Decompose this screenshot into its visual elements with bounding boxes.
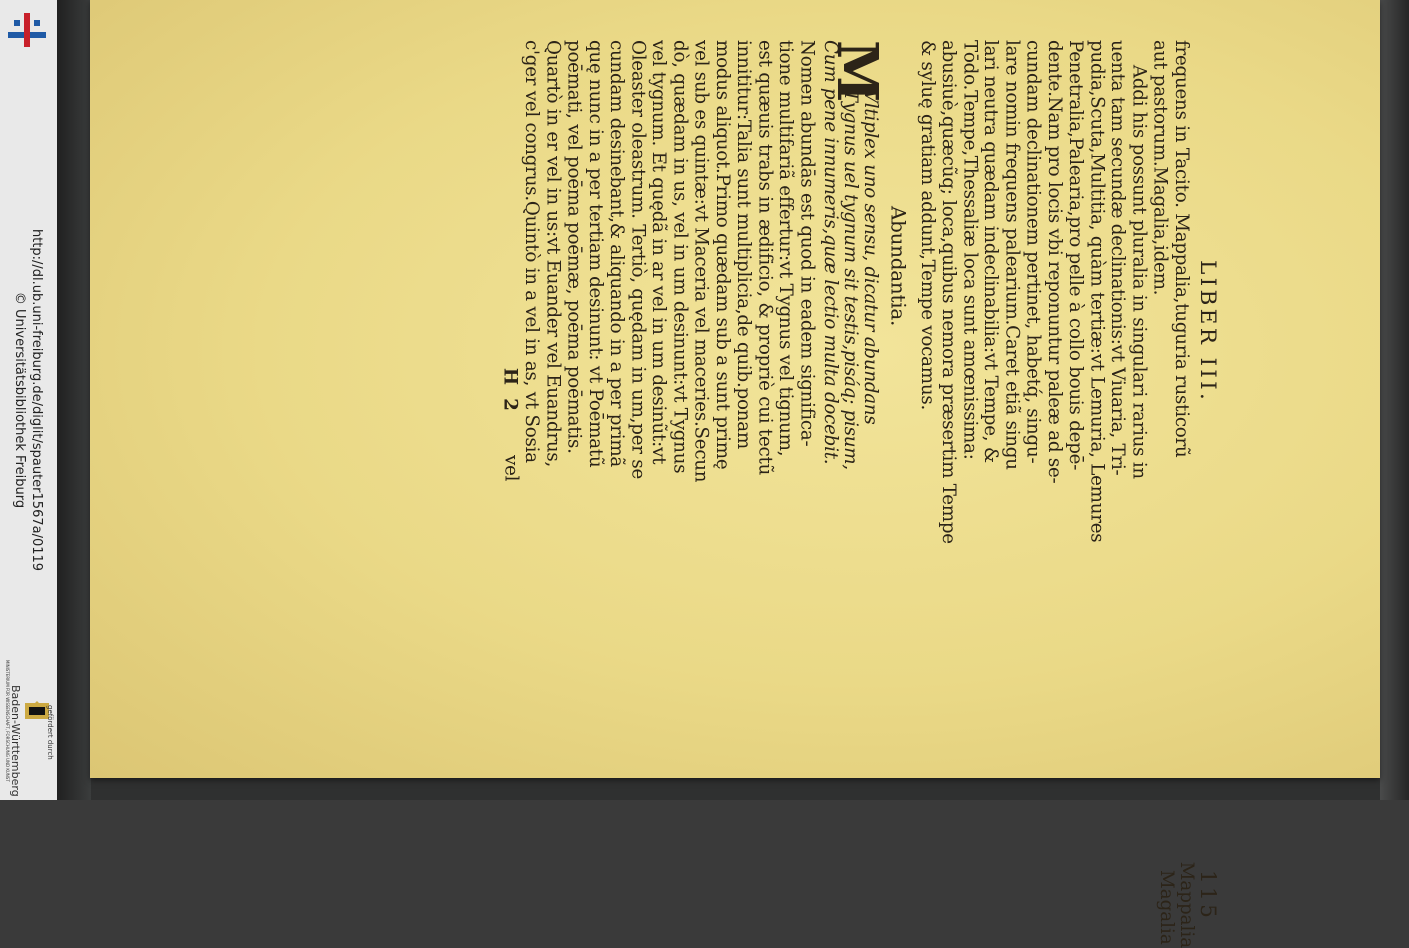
verse-line: Vltiplex uno sensu, dicatur abundans <box>859 89 881 425</box>
section-title: Abundantia. <box>886 206 910 327</box>
sponsor-name: Baden-Württemberg <box>9 685 22 797</box>
top-line: frequens in Tacito. Mappalia,tuguria rusticorũ <box>1171 40 1192 458</box>
top-line: cundam declinationem pertinet, habetq́, singu- <box>1022 40 1044 464</box>
catchword: vel <box>500 455 522 482</box>
body-line: quę nunc in a per tertiam desinunt: vt Poēmatũ <box>585 40 606 468</box>
body-line: vel sub es quintæ:vt Maceria vel maceries.Secun <box>690 40 712 483</box>
verse-line: Cum pene innumeris,quæ lectio multa docebit. <box>819 40 841 465</box>
body-line: est quæuis trabs in ædificio, & propriè cui tectũ <box>754 40 776 476</box>
body-line: c'ger vel congrus.Quintò in a vel in as, vt Sosia <box>521 40 543 463</box>
cover-edge-right <box>1380 0 1409 800</box>
sponsor-small: gefördert durch <box>46 705 54 760</box>
copyright-text: © Universitätsbibliothek Freiburg <box>12 291 27 509</box>
book-page <box>90 0 1380 948</box>
top-line: Addi his possunt pluralia in singulari rarius in <box>1128 64 1150 479</box>
sponsor-ministry: MINISTERIUM FÜR WISSENSCHAFT, FORSCHUNG UND KUNST <box>5 660 10 782</box>
page-text <box>340 40 1220 948</box>
top-line: pudia,Scuta,Multitia, quàm tertiæ:vt Lemuria, Lemures <box>1086 40 1108 543</box>
body-line: Oleaster oleastrum. Tertiò, quędam in um,per se <box>627 40 649 480</box>
body-line: tione multifariã effertur:vt Tygnus vel tignum, <box>775 40 797 457</box>
body-line: poēmati, vel poēma poēmæ, poēma poēmatis. <box>563 40 585 454</box>
margin-note-2: Magalia <box>1156 870 1177 945</box>
top-line: abusiuè,quæcũq; loca,quibus nemora præsertim Tempe <box>938 40 959 544</box>
body-line: cundam desinebant,& aliquando in a per primã <box>606 40 627 468</box>
top-line: lari neutra quædam indeclinabilia:vt Tempe, & <box>980 40 1002 463</box>
top-line: & syluę gratiam addunt,Tempe vocamus. <box>917 40 938 411</box>
body-line: vel tygnum. Et quędã in ar vel in um desinũt:vt <box>648 40 670 465</box>
signature-mark: H 2 <box>499 367 522 415</box>
source-url[interactable]: http://dl.ub.uni-freiburg.de/diglit/spauter1567a/0119 <box>29 228 44 572</box>
top-line: Tōdo.Tempe,Thessaliæ loca sunt amœnissima: <box>959 40 981 460</box>
body-line: innititur:Talia sunt multiplicia,de quib.ponam <box>733 40 754 449</box>
viewer-sidebar <box>0 0 57 800</box>
page-number: 115 <box>1195 870 1220 922</box>
top-line: aut pastorum.Magalia,idem. <box>1149 40 1171 296</box>
top-line: uenta tam secundæ declinationis:vt Viuaria, Tri- <box>1107 40 1129 476</box>
library-logo-icon <box>6 10 48 50</box>
source-info <box>11 229 45 571</box>
body-line: Nomen abundās est quod in eadem significa- <box>796 40 818 447</box>
running-head: LIBER III. <box>1195 259 1220 404</box>
cover-edge-left <box>57 0 91 800</box>
top-line: dente.Nam pro locis vbi reponuntur paleæ ad se- <box>1044 40 1065 484</box>
top-line: lare nomin frequens palearium.Caret etiã singu <box>1001 40 1023 470</box>
top-line: Penetralia,Palearia,pro pelle à collo bouis depē- <box>1065 40 1086 471</box>
body-line: dò, quædam in us, vel in um desinunt:vt Tygnus <box>669 40 691 474</box>
body-line: modus aliquot.Primo quædam sub a sunt primę <box>712 40 733 470</box>
drop-capital: M <box>824 40 891 103</box>
body-line: Quartò in er vel in us:vt Euander vel Euandrus, <box>542 40 564 468</box>
verse-line: Tygnus uel tygnum sit testis,pisáq; pisum, <box>839 89 861 470</box>
margin-note-1: Mappalia <box>1176 861 1197 948</box>
